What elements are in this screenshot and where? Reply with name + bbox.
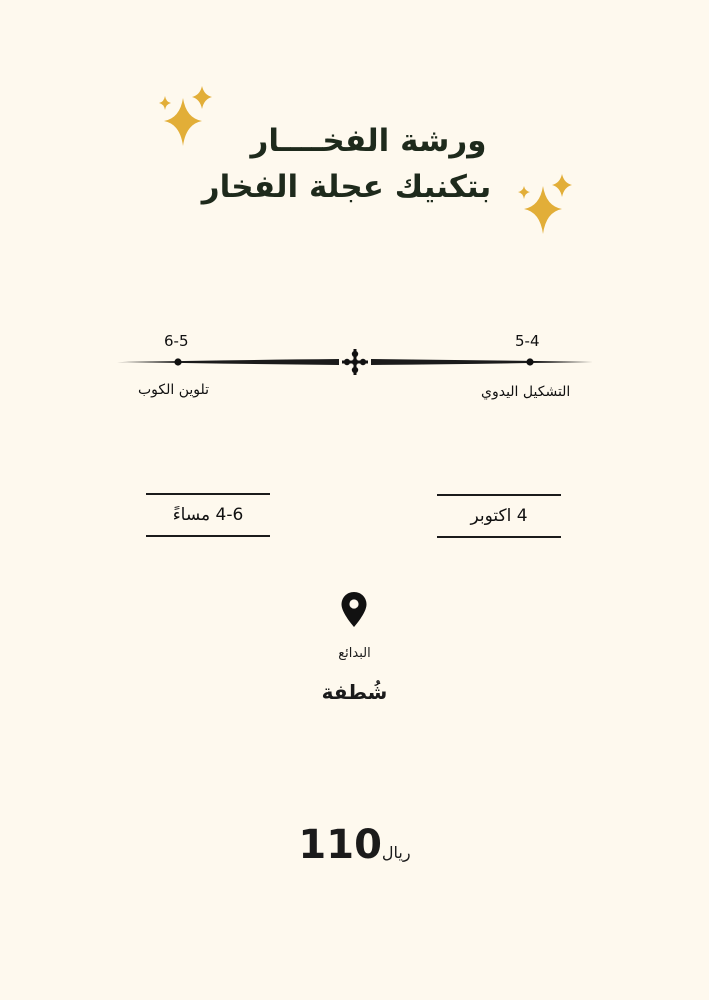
event-time: 4-6 مساءً bbox=[172, 505, 244, 525]
schedule-left-label: تلوين الكوب bbox=[138, 382, 210, 398]
ornament-icon bbox=[342, 349, 368, 375]
title-line-2: بتكنيك عجلة الفخار bbox=[201, 169, 492, 205]
price-currency: ريال bbox=[381, 843, 411, 862]
time-box bbox=[146, 495, 270, 535]
schedule-right-time: 5-4 bbox=[515, 332, 540, 350]
title-line-1: ورشة الفخــــار bbox=[250, 123, 487, 159]
sparkle-small-icon bbox=[159, 96, 171, 110]
schedule-right-label: التشكيل اليدوي bbox=[481, 384, 571, 400]
location-pin-icon bbox=[340, 591, 368, 629]
page-title bbox=[0, 118, 709, 210]
schedule-divider bbox=[115, 345, 595, 379]
venue-district: البدائع bbox=[338, 646, 371, 661]
venue-city: شُطفة bbox=[321, 680, 388, 704]
sparkle-medium-icon bbox=[192, 86, 212, 109]
schedule-dot-left bbox=[174, 358, 181, 365]
schedule-left-time: 6-5 bbox=[164, 332, 189, 350]
date-box bbox=[437, 496, 561, 536]
price bbox=[0, 822, 709, 868]
event-date: 4 اكتوبر bbox=[470, 506, 528, 526]
schedule-dot-right bbox=[526, 358, 533, 365]
price-amount: 110 bbox=[298, 822, 382, 868]
